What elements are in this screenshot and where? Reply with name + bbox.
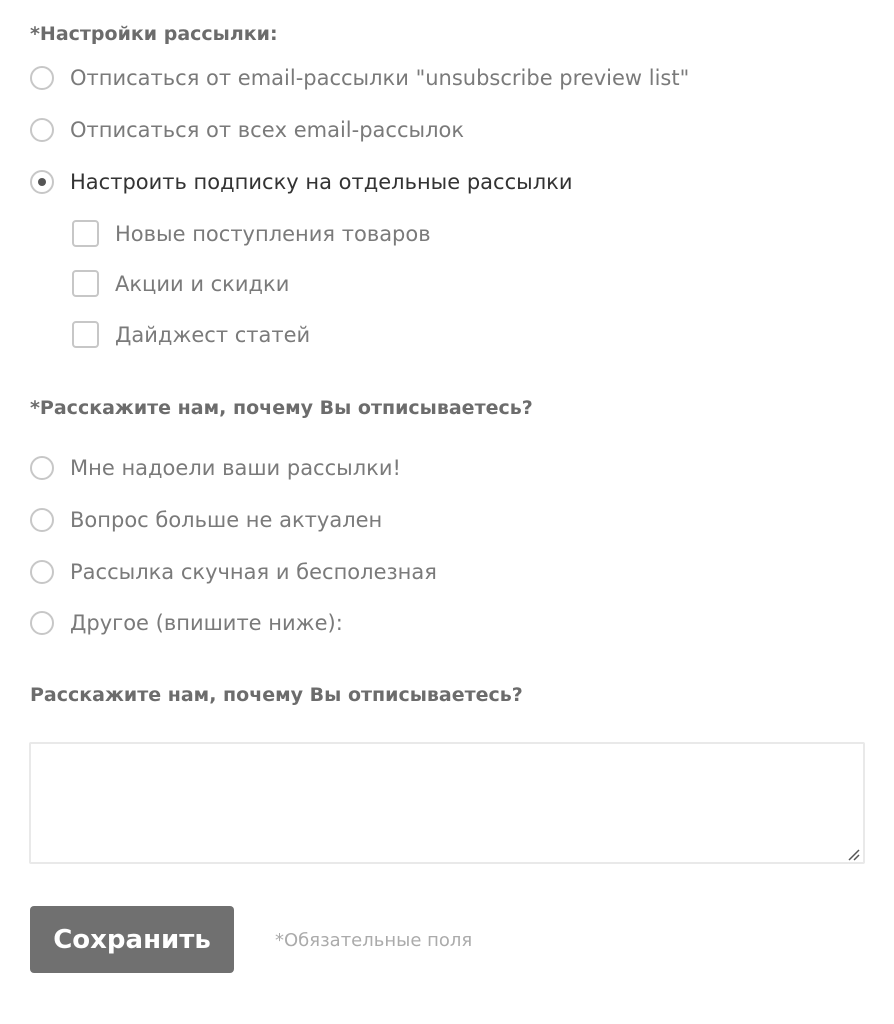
radio-reason-tired[interactable] <box>30 456 54 480</box>
radio-reason-not-relevant[interactable] <box>30 508 54 532</box>
reasons-title: *Расскажите нам, почему Вы отписываетесь? <box>30 397 533 419</box>
list-digest-label: Дайджест статей <box>115 322 311 347</box>
radio-unsubscribe-list[interactable] <box>30 66 54 90</box>
reason-boring-label: Рассылка скучная и бесполезная <box>70 560 437 584</box>
radio-reason-boring[interactable] <box>30 560 54 584</box>
comment-title: Расскажите нам, почему Вы отписываетесь? <box>30 684 523 706</box>
list-promotions[interactable] <box>72 270 289 297</box>
reason-other-label: Другое (впишите ниже): <box>70 611 343 635</box>
option-unsubscribe-all-label: Отписаться от всех email-рассылок <box>70 118 465 142</box>
option-unsubscribe-list-label: Отписаться от email-рассылки "unsubscribe preview list" <box>70 66 690 90</box>
checkbox-promotions[interactable] <box>72 270 99 297</box>
radio-unsubscribe-all[interactable] <box>30 118 54 142</box>
reason-tired-label: Мне надоели ваши рассылки! <box>70 456 401 480</box>
option-unsubscribe-all[interactable] <box>30 118 464 142</box>
comment-textarea[interactable] <box>29 742 865 864</box>
option-unsubscribe-list[interactable] <box>30 66 689 90</box>
save-button[interactable]: Сохранить <box>30 906 234 973</box>
radio-configure-subscriptions[interactable] <box>30 170 54 194</box>
reason-not-relevant-label: Вопрос больше не актуален <box>70 508 383 532</box>
option-configure-subscriptions-label: Настроить подписку на отдельные рассылки <box>70 170 573 194</box>
list-promotions-label: Акции и скидки <box>115 271 290 296</box>
list-new-arrivals[interactable] <box>72 220 431 247</box>
option-configure-subscriptions[interactable] <box>30 170 572 194</box>
list-digest[interactable] <box>72 321 310 348</box>
required-fields-note: *Обязательные поля <box>275 930 473 951</box>
radio-reason-other[interactable] <box>30 611 54 635</box>
checkbox-digest[interactable] <box>72 321 99 348</box>
reason-other[interactable] <box>30 611 343 635</box>
settings-title: *Настройки рассылки: <box>30 23 278 45</box>
reason-not-relevant[interactable] <box>30 508 382 532</box>
resize-grip-icon[interactable] <box>845 846 861 862</box>
list-new-arrivals-label: Новые поступления товаров <box>115 221 431 246</box>
reason-boring[interactable] <box>30 560 437 584</box>
checkbox-new-arrivals[interactable] <box>72 220 99 247</box>
reason-tired[interactable] <box>30 456 401 480</box>
